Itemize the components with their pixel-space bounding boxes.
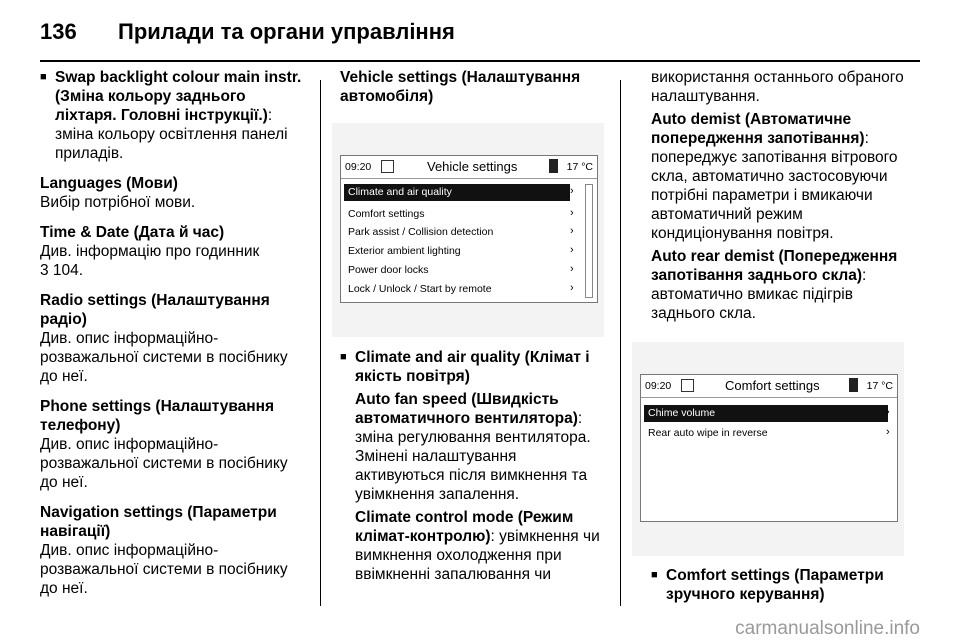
vehicle-settings-screenshot xyxy=(332,123,604,337)
comfort-bullet-block xyxy=(651,566,913,615)
scrollbar[interactable] xyxy=(585,184,593,298)
display-status-bar xyxy=(641,375,897,398)
display-temperature: 17 °C xyxy=(866,380,893,392)
chevron-right-icon: › xyxy=(570,185,574,197)
column-divider-right xyxy=(620,80,621,606)
phone-icon xyxy=(849,378,858,392)
page-header xyxy=(0,0,960,62)
left-column xyxy=(40,68,308,609)
middle-column-text xyxy=(340,348,610,595)
vehicle-settings-heading: Vehicle settings (Налаштування автомобіля) xyxy=(340,69,581,105)
left-entry-5: Navigation settings (Параметри навігації) Див. опис інформаційно-розважальної системи в посібнику до неї. xyxy=(40,504,288,597)
menu-item-exterior-lighting[interactable]: Exterior ambient lighting xyxy=(348,245,461,257)
display-time: 09:20 xyxy=(645,380,672,392)
menu-item-comfort[interactable]: Comfort settings xyxy=(348,208,425,220)
right-entry-1: Auto rear demist (Попередження запотівання заднього скла): автоматично вмикає підігрів заднього скла. xyxy=(651,248,898,322)
left-entry-2: Time & Date (Дата й час) Див. інформацію про годинник 3 104. xyxy=(40,224,260,279)
menu-item-remote-start[interactable]: Lock / Unlock / Start by remote xyxy=(348,283,492,295)
chevron-right-icon: › xyxy=(570,282,574,294)
comfort-bullet: ■ Comfort settings (Параметри зручного керування) xyxy=(651,566,913,604)
phone-icon xyxy=(549,159,558,173)
header-rule xyxy=(40,60,920,62)
column-divider-left xyxy=(320,80,321,606)
left-entry-3: Radio settings (Налаштування радіо) Див. опис інформаційно-розважальної системи в посібнику до неї. xyxy=(40,292,288,385)
left-entry-1: Languages (Мови) Вибір потрібної мови. xyxy=(40,175,196,211)
page-number: 136 xyxy=(40,19,77,44)
checkbox-icon xyxy=(381,160,394,173)
middle-entry-1: Climate control mode (Режим клімат-контролю): увімкнення чи вимкнення охолодження при ввімкненні запалювання чи xyxy=(355,509,600,583)
vehicle-settings-display xyxy=(340,155,598,303)
left-entry-4: Phone settings (Налаштування телефону) Див. опис інформаційно-розважальної системи в посібнику до неї. xyxy=(40,398,288,491)
display-time: 09:20 xyxy=(345,161,372,173)
left-entry-0: ■ Swap backlight colour main instr. (Зміна кольору заднього ліхтаря. Головні інструкції.): зміна кольору освітлення панелі приладів. xyxy=(40,68,308,163)
menu-item-chime-volume[interactable]: Chime volume xyxy=(644,405,888,422)
chevron-right-icon: › xyxy=(570,207,574,219)
footer-watermark[interactable]: carmanualsonline.info xyxy=(735,618,920,639)
chevron-right-icon: › xyxy=(570,263,574,275)
menu-item-park-assist[interactable]: Park assist / Collision detection xyxy=(348,226,494,238)
comfort-settings-screenshot xyxy=(632,342,904,556)
menu-item-rear-wipe[interactable]: Rear auto wipe in reverse xyxy=(648,427,768,439)
menu-item-door-locks[interactable]: Power door locks xyxy=(348,264,429,276)
display-title: Comfort settings xyxy=(725,378,820,393)
right-column xyxy=(651,68,913,334)
display-status-bar xyxy=(341,156,597,179)
page-reference[interactable]: 3 104. xyxy=(40,262,84,279)
display-temperature: 17 °C xyxy=(566,161,593,173)
chevron-right-icon: › xyxy=(570,225,574,237)
page-title: Прилади та органи управління xyxy=(118,19,455,44)
right-cont-text: використання останнього обраного налаштування. xyxy=(651,69,904,105)
chevron-right-icon: › xyxy=(570,244,574,256)
middle-entry-0: Auto fan speed (Швидкість автоматичного вентилятора): зміна регулювання вентилятора. Змінені налаштування активуються після вимкнення та увімкнення запалення. xyxy=(355,391,591,503)
chevron-right-icon: › xyxy=(886,406,890,418)
climate-bullet: ■ Climate and air quality (Клімат і якість повітря) xyxy=(340,348,610,386)
right-entry-0: Auto demist (Автоматичне попередження запотівання): попереджує запотівання вітрового скла, автоматично застосовуючи потрібні параметри і вмикаючи автоматичний режим кондиціонування повітря. xyxy=(651,111,898,242)
menu-item-climate[interactable]: Climate and air quality xyxy=(344,184,570,201)
display-title: Vehicle settings xyxy=(427,159,518,174)
chevron-right-icon: › xyxy=(886,426,890,438)
comfort-settings-display xyxy=(640,374,898,522)
middle-column xyxy=(340,68,608,117)
checkbox-icon xyxy=(681,379,694,392)
